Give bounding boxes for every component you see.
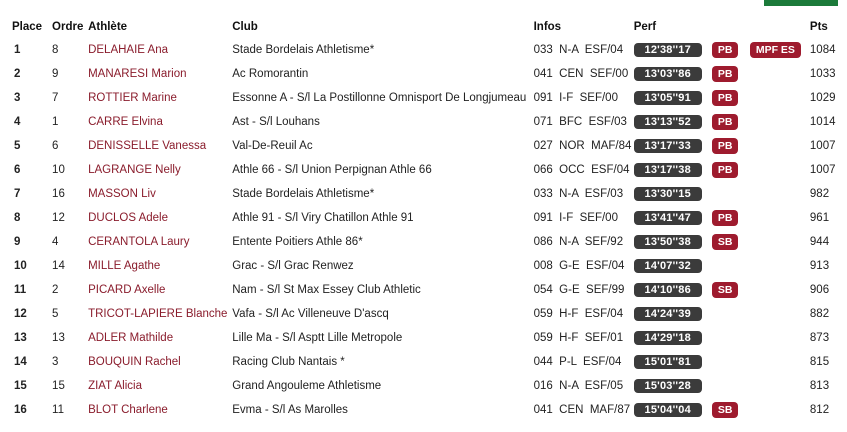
place-cell: 11: [14, 284, 27, 296]
header-infos[interactable]: Infos: [533, 21, 562, 33]
perf-cell: [634, 278, 712, 302]
club-cell: Racing Club Nantais *: [232, 356, 345, 368]
tag2-cell: [750, 110, 810, 134]
perf-badge: 14'10''86: [634, 283, 702, 297]
table-row[interactable]: [8, 326, 840, 350]
record-tag: PB: [712, 162, 739, 178]
club-cell: Ast - S/l Louhans: [232, 116, 320, 128]
infos-cell: 071 BFC ESF/03: [533, 116, 627, 128]
perf-cell: [634, 182, 712, 206]
table-header-row: [8, 16, 840, 38]
place-cell: 2: [14, 68, 21, 80]
results-body: [8, 38, 840, 422]
place-cell: 14: [14, 356, 27, 368]
header-tag1: [712, 16, 750, 38]
tag2-cell: [750, 86, 810, 110]
infos-cell: 059 H-F SEF/01: [533, 332, 624, 344]
place-cell: 6: [14, 164, 21, 176]
ordre-cell: 1: [52, 116, 59, 128]
pts-cell: 815: [809, 356, 830, 368]
place-cell: 12: [14, 308, 27, 320]
perf-cell: [634, 302, 712, 326]
table-row[interactable]: [8, 230, 840, 254]
club-cell: Val-De-Reuil Ac: [232, 140, 313, 152]
header-place[interactable]: Place: [12, 21, 43, 33]
tag1-cell: [712, 86, 750, 110]
perf-badge: 15'04''04: [634, 403, 702, 417]
ordre-cell: 14: [52, 260, 65, 272]
place-cell: 16: [14, 404, 27, 416]
tag2-cell: [750, 326, 810, 350]
header-ordre[interactable]: Ordre: [52, 21, 84, 33]
place-cell: 15: [14, 380, 27, 392]
perf-cell: [634, 110, 712, 134]
table-row[interactable]: [8, 350, 840, 374]
tag2-cell: [750, 398, 810, 422]
tag1-cell: [712, 374, 750, 398]
perf-badge: 14'07''32: [634, 259, 702, 273]
pts-cell: 813: [809, 380, 830, 392]
tag1-cell: [712, 398, 750, 422]
athlete-link[interactable]: ROTTIER Marine: [88, 92, 177, 104]
tag2-cell: [750, 254, 810, 278]
club-cell: Athle 66 - S/l Union Perpignan Athle 66: [232, 164, 432, 176]
table-row[interactable]: [8, 398, 840, 422]
perf-badge: 13'05''91: [634, 91, 702, 105]
tag2-cell: [750, 302, 810, 326]
place-cell: 5: [14, 140, 21, 152]
athlete-link[interactable]: DELAHAIE Ana: [88, 44, 168, 56]
perf-badge: 13'03''86: [634, 67, 702, 81]
pts-cell: 812: [809, 404, 830, 416]
ordre-cell: 7: [52, 92, 59, 104]
place-cell: 1: [14, 44, 21, 56]
perf-cell: [634, 38, 712, 62]
table-row[interactable]: [8, 278, 840, 302]
ordre-cell: 15: [52, 380, 65, 392]
table-row[interactable]: [8, 374, 840, 398]
athlete-link[interactable]: BLOT Charlene: [88, 404, 168, 416]
club-cell: Evma - S/l As Marolles: [232, 404, 348, 416]
place-cell: 7: [14, 188, 21, 200]
perf-cell: [634, 158, 712, 182]
ordre-cell: 16: [52, 188, 65, 200]
perf-badge: 15'03''28: [634, 379, 702, 393]
ordre-cell: 12: [52, 212, 65, 224]
infos-cell: 033 N-A ESF/03: [533, 188, 624, 200]
perf-badge: 12'38''17: [634, 43, 702, 57]
club-cell: Athle 91 - S/l Viry Chatillon Athle 91: [232, 212, 414, 224]
place-cell: 13: [14, 332, 27, 344]
infos-cell: 091 I-F SEF/00: [533, 212, 618, 224]
pts-cell: 913: [809, 260, 830, 272]
ordre-cell: 3: [52, 356, 59, 368]
tag1-cell: [712, 62, 750, 86]
perf-badge: 14'29''18: [634, 331, 702, 345]
pts-cell: 1084: [809, 44, 836, 56]
header-club[interactable]: Club: [232, 21, 258, 33]
tag1-cell: [712, 110, 750, 134]
ordre-cell: 2: [52, 284, 59, 296]
club-cell: Vafa - S/l Ac Villeneuve D'ascq: [232, 308, 389, 320]
pts-cell: 873: [809, 332, 830, 344]
record-tag: MPF ES: [750, 42, 801, 58]
athlete-link[interactable]: MANARESI Marion: [88, 68, 187, 80]
record-tag: SB: [712, 282, 739, 298]
perf-cell: [634, 254, 712, 278]
record-tag: PB: [712, 90, 739, 106]
pts-cell: 944: [809, 236, 830, 248]
infos-cell: 054 G-E SEF/99: [533, 284, 625, 296]
perf-badge: 13'30''15: [634, 187, 702, 201]
tag2-cell: [750, 374, 810, 398]
athlete-link[interactable]: TRICOT-LAPIERE Blanche: [88, 308, 228, 320]
athlete-link[interactable]: DUCLOS Adele: [88, 212, 168, 224]
table-row[interactable]: [8, 206, 840, 230]
tag2-cell: [750, 206, 810, 230]
pts-cell: 1007: [809, 164, 836, 176]
infos-cell: 086 N-A SEF/92: [533, 236, 624, 248]
perf-badge: 15'01''81: [634, 355, 702, 369]
athlete-link[interactable]: MASSON Liv: [88, 188, 156, 200]
tag1-cell: [712, 350, 750, 374]
club-cell: Stade Bordelais Athletisme*: [232, 44, 375, 56]
tag1-cell: [712, 206, 750, 230]
tag1-cell: [712, 158, 750, 182]
header-accent-bar: [764, 0, 838, 6]
tag1-cell: [712, 326, 750, 350]
infos-cell: 044 P-L ESF/04: [533, 356, 622, 368]
athlete-link[interactable]: MILLE Agathe: [88, 260, 161, 272]
infos-cell: 008 G-E ESF/04: [533, 260, 625, 272]
pts-cell: 1007: [809, 140, 836, 152]
tag2-cell: [750, 350, 810, 374]
table-row[interactable]: [8, 254, 840, 278]
ordre-cell: 13: [52, 332, 65, 344]
ordre-cell: 5: [52, 308, 59, 320]
table-row[interactable]: [8, 110, 840, 134]
tag1-cell: [712, 134, 750, 158]
athlete-link[interactable]: ZIAT Alicia: [88, 380, 142, 392]
record-tag: PB: [712, 114, 739, 130]
perf-badge: 14'24''39: [634, 307, 702, 321]
place-cell: 3: [14, 92, 21, 104]
ordre-cell: 11: [52, 404, 64, 416]
perf-cell: [634, 374, 712, 398]
perf-cell: [634, 398, 712, 422]
athlete-link[interactable]: CARRE Elvina: [88, 116, 163, 128]
club-cell: Essonne A - S/l La Postillonne Omnisport De Longjumeau: [232, 92, 527, 104]
perf-cell: [634, 206, 712, 230]
infos-cell: 027 NOR MAF/84: [533, 140, 632, 152]
infos-cell: 033 N-A ESF/04: [533, 44, 624, 56]
tag2-cell: [750, 38, 810, 62]
perf-badge: 13'50''38: [634, 235, 702, 249]
perf-badge: 13'13''52: [634, 115, 702, 129]
tag2-cell: [750, 182, 810, 206]
perf-badge: 13'17''33: [634, 139, 702, 153]
perf-cell: [634, 62, 712, 86]
pts-cell: 1033: [809, 68, 836, 80]
club-cell: Lille Ma - S/l Asptt Lille Metropole: [232, 332, 403, 344]
pts-cell: 1029: [809, 92, 836, 104]
athlete-link[interactable]: ADLER Mathilde: [88, 332, 174, 344]
tag1-cell: [712, 38, 750, 62]
perf-badge: 13'17''38: [634, 163, 702, 177]
club-cell: Entente Poitiers Athle 86*: [232, 236, 363, 248]
tag2-cell: [750, 62, 810, 86]
table-row[interactable]: [8, 302, 840, 326]
perf-cell: [634, 134, 712, 158]
perf-cell: [634, 326, 712, 350]
pts-cell: 882: [809, 308, 830, 320]
ordre-cell: 10: [52, 164, 65, 176]
athlete-link[interactable]: BOUQUIN Rachel: [88, 356, 181, 368]
table-row[interactable]: [8, 182, 840, 206]
place-cell: 10: [14, 260, 27, 272]
header-perf[interactable]: Perf: [633, 21, 657, 33]
record-tag: SB: [712, 234, 739, 250]
ordre-cell: 6: [52, 140, 59, 152]
pts-cell: 982: [809, 188, 830, 200]
table-row[interactable]: [8, 134, 840, 158]
table-row[interactable]: [8, 86, 840, 110]
club-cell: Nam - S/l St Max Essey Club Athletic: [232, 284, 421, 296]
tag2-cell: [750, 134, 810, 158]
perf-cell: [634, 350, 712, 374]
infos-cell: 041 CEN SEF/00: [533, 68, 629, 80]
club-cell: Grand Angouleme Athletisme: [232, 380, 382, 392]
tag1-cell: [712, 182, 750, 206]
tag1-cell: [712, 302, 750, 326]
place-cell: 9: [14, 236, 21, 248]
header-athlete[interactable]: Athlète: [88, 21, 128, 33]
place-cell: 4: [14, 116, 21, 128]
infos-cell: 041 CEN MAF/87: [533, 404, 631, 416]
pts-cell: 961: [809, 212, 830, 224]
pts-cell: 906: [809, 284, 830, 296]
perf-cell: [634, 86, 712, 110]
club-cell: Ac Romorantin: [232, 68, 309, 80]
infos-cell: 066 OCC ESF/04: [533, 164, 630, 176]
record-tag: SB: [712, 402, 739, 418]
header-tag2: [750, 16, 810, 38]
athlete-link[interactable]: DENISSELLE Vanessa: [88, 140, 207, 152]
club-cell: Stade Bordelais Athletisme*: [232, 188, 375, 200]
ordre-cell: 8: [52, 44, 59, 56]
athlete-link[interactable]: LAGRANGE Nelly: [88, 164, 181, 176]
athlete-link[interactable]: PICARD Axelle: [88, 284, 166, 296]
infos-cell: 016 N-A ESF/05: [533, 380, 624, 392]
table-row[interactable]: [8, 62, 840, 86]
tag1-cell: [712, 230, 750, 254]
record-tag: PB: [712, 210, 739, 226]
tag2-cell: [750, 158, 810, 182]
record-tag: PB: [712, 66, 739, 82]
perf-cell: [634, 230, 712, 254]
infos-cell: 091 I-F SEF/00: [533, 92, 618, 104]
record-tag: PB: [712, 138, 739, 154]
club-cell: Grac - S/l Grac Renwez: [232, 260, 354, 272]
ordre-cell: 4: [52, 236, 59, 248]
pts-cell: 1014: [809, 116, 836, 128]
tag1-cell: [712, 278, 750, 302]
tag1-cell: [712, 254, 750, 278]
place-cell: 8: [14, 212, 21, 224]
ordre-cell: 9: [52, 68, 59, 80]
infos-cell: 059 H-F ESF/04: [533, 308, 624, 320]
header-pts[interactable]: Pts: [809, 21, 828, 33]
record-tag: PB: [712, 42, 739, 58]
results-table: [8, 16, 840, 422]
table-row[interactable]: [8, 158, 840, 182]
perf-badge: 13'41''47: [634, 211, 702, 225]
tag2-cell: [750, 230, 810, 254]
athlete-link[interactable]: CERANTOLA Laury: [88, 236, 190, 248]
table-row[interactable]: [8, 38, 840, 62]
tag2-cell: [750, 278, 810, 302]
